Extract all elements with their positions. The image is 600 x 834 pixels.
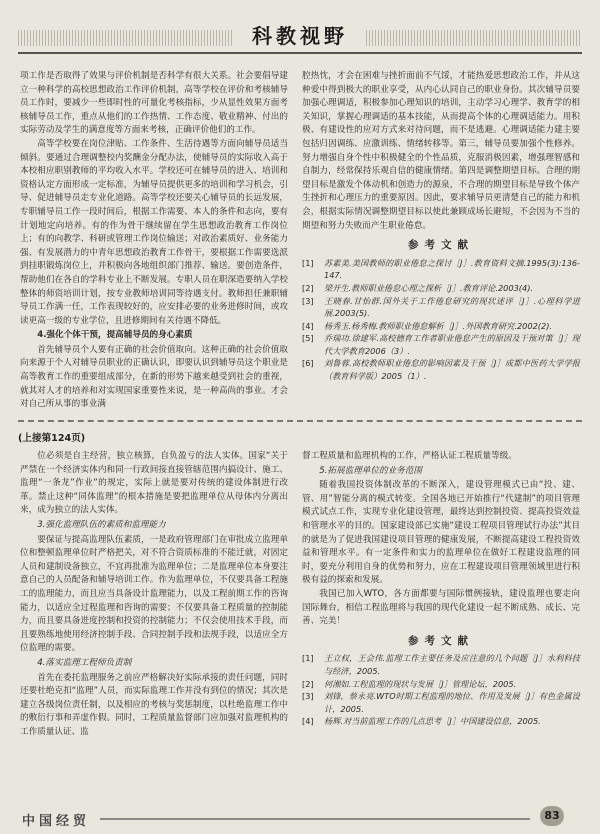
paragraph: 首先在委托监理服务之前应严格解决好实际承接的责任问题，同时还要杜绝克扣“监理”人员，而实际监理工作并没有到位的情况；其次是建立各级岗位责任制，以及相应的考核与奖惩制度，以杜绝监理工作中的敷衍行事和弄虚作假。同时，工程质量监督部门应加强对监理机构的工作质量认证、监 [20, 672, 288, 737]
reference-number: [1] [302, 257, 314, 268]
reference-text: 苏素美.美国教师的职业倦怠之探讨［J］.教育资料文摘.1995(3):136-147. [324, 257, 580, 281]
reference-number: [3] [302, 691, 314, 702]
paragraph: 首先辅导员个人要有正确的社会价值取向。这种正确的社会价值取向来源于个人对辅导员职业的正确认识，即要认识到辅导员这个职业是高等教育工作的重要组成部分，在新的形势下越来越受到社会的重视，就其对人才的培养和对实现国家重要性来说，是一种高尚的事业。才会对自己所从事的事业满 [20, 344, 288, 410]
top-right-column [302, 70, 580, 383]
reference-item [302, 690, 580, 715]
reference-number: [4] [302, 716, 314, 727]
continued-note: (上接第124页) [18, 433, 86, 444]
section-heading: 4.强化个体干预，提高辅导员的身心素质 [37, 330, 193, 341]
paragraph: 要保证与提高监理队伍素质，一是政府管理部门在审批成立监理单位和整顿监理单位时严格把关，对不符合资质标准的不能迁就，对固定人员和建制设备独立，不宜再批准为监理单位；二是监理单位本身要注意自己的人员配备和辅导培训工作。作为监理单位，不仅要具备工程施工的监理能力，而且应当具备设计监理能力，以及工程前期工作的咨询能力，以适应全过程监理和咨询的需要；不仅要具备工程质量的控制能力，而且要具备进度控制和投资的控制能力；不仅会使用技术手段，而且要熟练地使用经济控制手段、合同控制手段和法规手段，以适应全方位监理的需要。 [20, 534, 288, 654]
paragraph: 腔热忱，才会在困难与挫折面前不气馁，才能热爱思想政治工作，并从这种爱中得到极大的职业享受，从内心认同自己的职业身份。其次辅导员要加强心理调适，积极参加心理知识的培训，主动学习心理学、教育学的相关知识，掌握心理调适的基本技能，从而提高个体的心理调适能力。用积极、有建设性的应对方式来对待问题，而不是逃避。心理调适能力建主要包括归因调练、应激训练、情绪转移等。第三，辅导员要加强个性修养。努力增强自身个性中积极健全的个性品质，克服消极因素，增强理智感和自制力，经常保持乐观自信的健康情绪。第四是调整期望目标。合理的期望目标是激发个体动机和创造力的源泉，不合理的期望目标是导致个体产生挫折和心理压力的重要原因。因此，要求辅导员更清楚自己的能力和机会，根据实际情况调整期望目标以使此兼顾成场长避短，不会因为不当的期望和努力失败而产生职业倦怠。 [302, 71, 580, 231]
reference-item [302, 295, 580, 320]
reference-item [302, 257, 580, 282]
reference-text: 刘锋，蔡永亮.WTO时期工程监理的地位、作用及发展［J］有色金属设计，2005. [324, 691, 580, 714]
reference-text: 杨辉.对当前监理工作的几点思考［J］中国建设信息，2005. [324, 716, 541, 727]
reference-item [302, 320, 580, 333]
reference-item [302, 282, 580, 295]
reference-item [302, 715, 580, 728]
paragraph: 高等学校要在岗位津贴、工作条件、生活待遇等方面向辅导员适当倾斜。要通过合理调整校内奖酬金分配办法，使辅导员的实际收入高于本校相应职别教师的平均收入水平。学校还可在辅导员的进入、培训和资格认定方面形成一定标准，为辅导员提供更多的培训和学习机会，引导、促进辅导员走专业化道路。高等学校还要关心辅导员的长远发展，专职辅导员工作一段时间后，根据工作需要、本人的条件和志向，要有计划地定向培养。有的作为骨干继续留在学生思想政治教育工作岗位上；有的向教学、科研或管理工作岗位输送；对政治素质好、业务能力强、有发展潜力的中青年思想政治教育工作骨干，要根据工作需要选派到挂职锻炼岗位上，并积极向各地组织部门推荐、输送。要创造条件，帮助他们在各自的学科专业上不断发展。专职人员在职深造要纳入学校整体的师资培训计划，按专业教师培训同等待遇支付。教师担任兼职辅导员工作满一任，工作表现较好的，应安排必要的业务进修时间，或攻读更高一级的专业学位，且进修期间有关待遇不降低。 [20, 138, 288, 326]
section-header [18, 8, 582, 64]
paragraph: 项工作是否取得了效果与评价机制是否科学有很大关系。社会要倡导建立一种科学的高校思想政治工作评价机制，高等学校在评价和考核辅导员工作时，要减少一些即时性的可量化考核指标，少从显性效果方面考核辅导员工作，重点从他们的工作热情、工作态度、敬业精神、付出的实际劳动及学生的满意度等方面来考核，正确评价他们的工作。 [20, 71, 288, 136]
paragraph: 我国已加入WTO，各方面都要与国际惯例接轨，建设监理也要走向国际舞台，相信工程监理将与我国的现代化建设一起不断成熟、成长、完善、完美！ [302, 588, 580, 627]
reference-text: 何湘如.工程监理的现状与发展［J］管理论坛，2005. [324, 678, 517, 689]
reference-number: [6] [302, 358, 314, 369]
footer-rule [100, 818, 530, 820]
reference-text: 梁开生.教师职业倦怠心理之探析［J］.教育评论.2003(4). [324, 282, 534, 293]
reference-number: [4] [302, 320, 314, 331]
magazine-logo: 中国经贸 [22, 814, 91, 829]
reference-number: [1] [302, 653, 314, 664]
reference-item [302, 652, 580, 677]
reference-item [302, 357, 580, 382]
bottom-right-column [302, 450, 580, 728]
reference-item [302, 678, 580, 691]
top-left-column [20, 70, 288, 412]
reference-text: 杨秀玉.杨秀梅.教师职业倦怠解析［J］.外国教育研究.2002(2). [324, 320, 552, 331]
reference-text: 王立权，王会伟.监理工作主要任务及应注意的几个问题［J］水利科技与经济，2005. [324, 653, 580, 676]
header-rule [18, 52, 582, 54]
reference-number: [5] [302, 333, 314, 344]
section-heading: 4.落实监理工程师负责制 [37, 657, 132, 668]
bottom-left-column [20, 450, 288, 739]
section-heading: 5.拓展监理单位的业务范围 [319, 465, 422, 476]
reference-item [302, 332, 580, 357]
references-heading: 参考文献 [408, 634, 474, 647]
article-divider [18, 420, 582, 422]
paragraph: 督工程质量和监理机构的工作，严格认证工程质量等级。 [302, 451, 517, 461]
reference-number: [2] [302, 678, 314, 689]
reference-number: [2] [302, 282, 314, 293]
reference-text: 乔瑞功.徐建军.高校德育工作者职业倦怠产生的原因及干预对策［J］现代大学教育2006（3）. [324, 333, 580, 356]
section-title: 科教视野 [234, 20, 366, 49]
references-heading: 参考文献 [408, 239, 474, 252]
paragraph: 位必须是自主经营，独立核算，自负盈亏的法人实体。国家“关于严禁在一个经济实体内和同一行政间接直接管辖范围内搞设计、施工、监理“一条龙”作业”的规定，实际上就是要对传统的建设体制进行改革。禁止这种“同体监理”的根本措施是要把监理单位从母体内分离出来，成为独立的法人实体。 [20, 451, 288, 516]
paragraph: 随着我国投资体制改革的不断深入，建设管理模式已由“投、建、管、用”智能分离的模式转变。全国各地已开始推行“代建制”的项目管理模式试点工作，实现专业化建设管理，最终达到控制投资、提高投资效益和管理水平的目的。国家建设部已实施“建设工程项目管理试行办法”其目的就是为了促进我国建设项目管理的健康发展，不断提高建设工程投资效益和管理水平。有一定条件和实力的监理单位在做好工程建设监理的同时，要充分利用自身的优势和努力，应在工程建设项目管理领域里进行积极有益的探索和发展。 [302, 480, 580, 586]
reference-text: 王晓春.甘怡群.国外关于工作倦怠研究的现状述评［J］.心理科学进展.2003(5). [324, 295, 580, 319]
reference-number: [3] [302, 295, 314, 306]
page-number: 83 [540, 806, 564, 826]
reference-text: 刘鲁蓉.高校教师职业倦怠的影响因素及干预［J］成都中医药大学学报（教育科学版）2005（1）. [324, 358, 580, 382]
section-heading: 3.强化监理队伍的素质和监理能力 [37, 519, 166, 530]
